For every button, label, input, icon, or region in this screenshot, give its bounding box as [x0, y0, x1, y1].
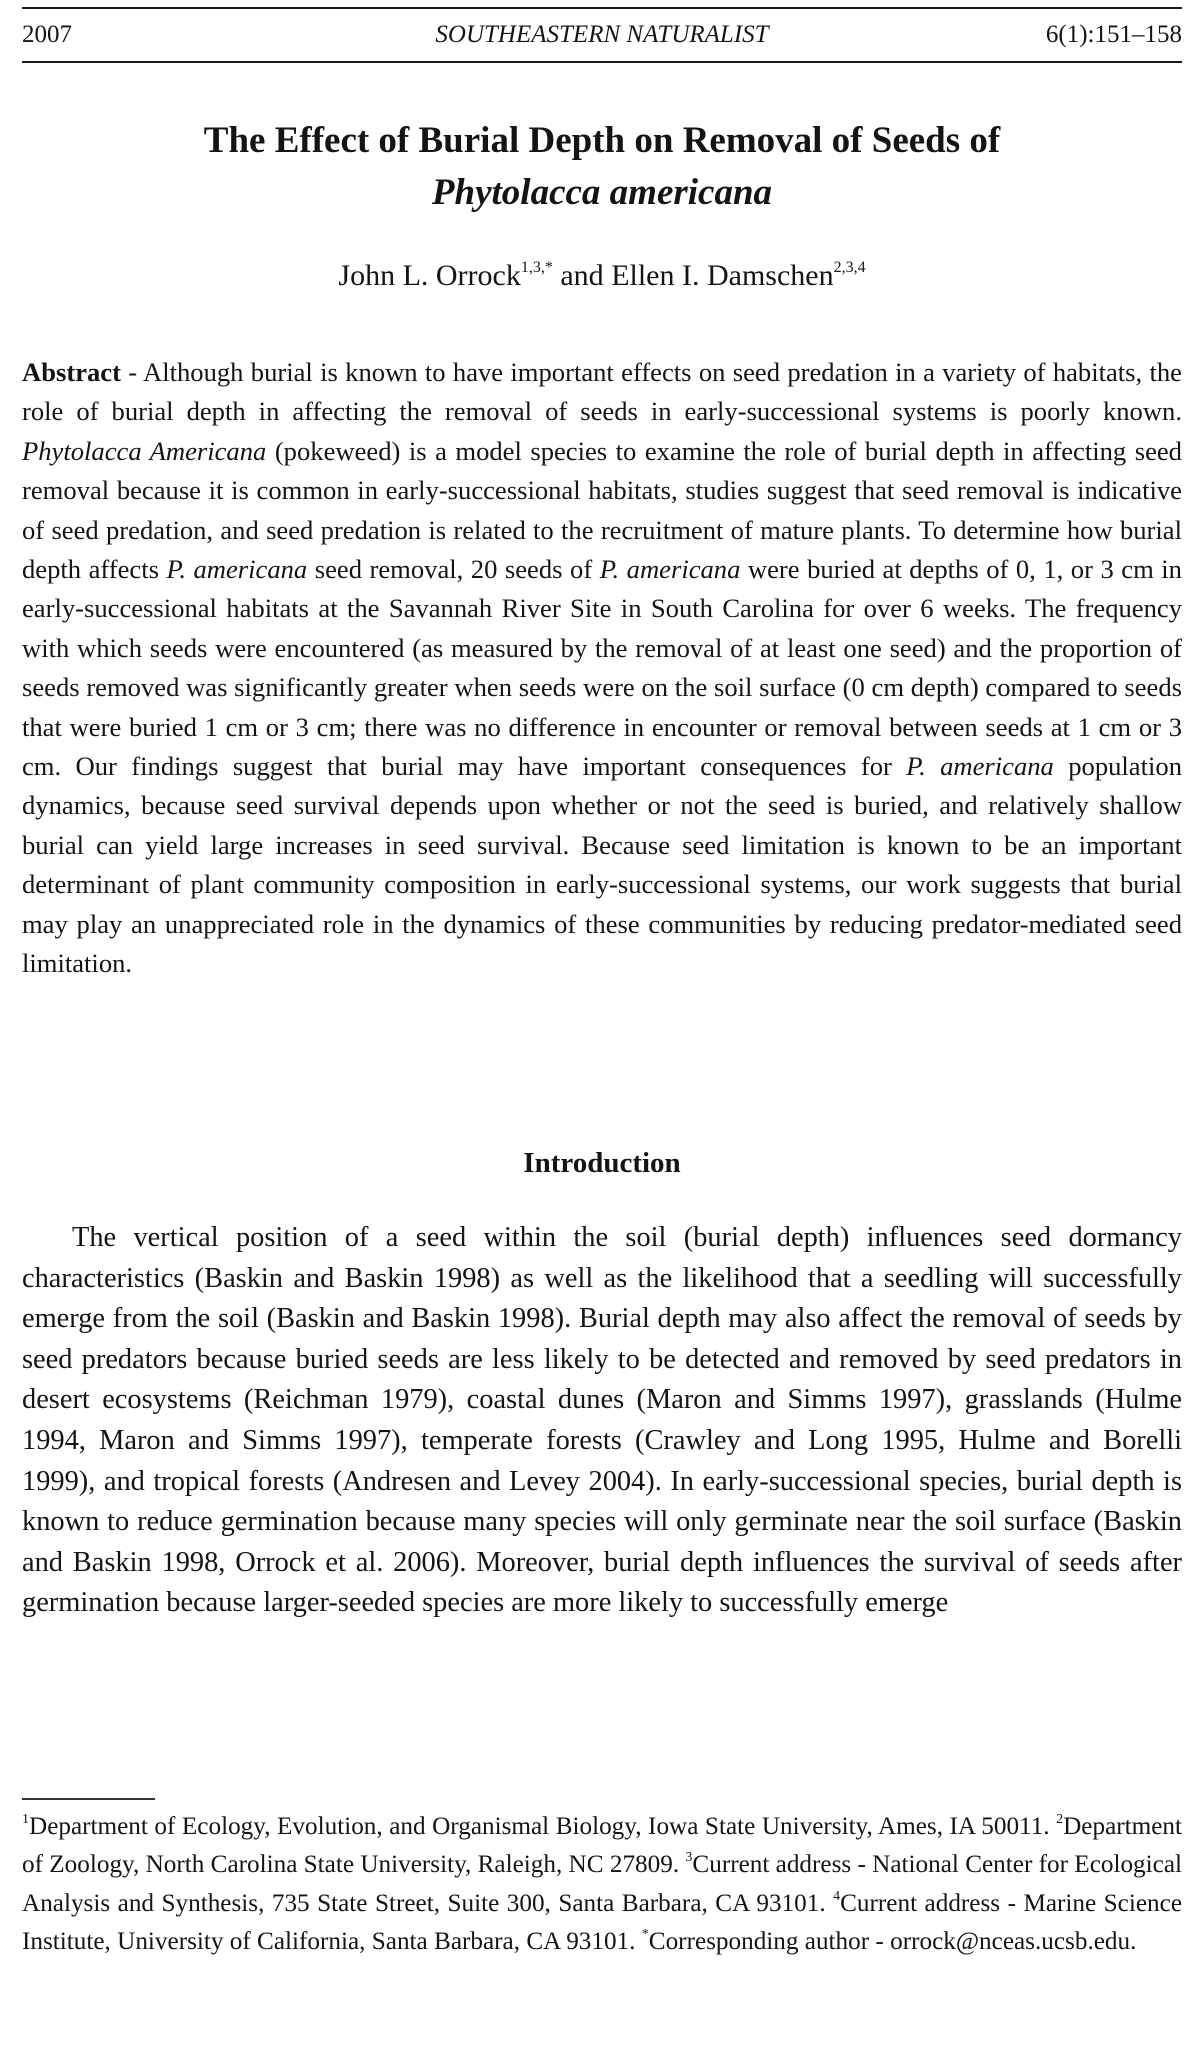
footnote-mark: 4	[833, 1888, 841, 1904]
author-conjunction: and	[552, 259, 612, 292]
footnote-separator	[22, 1798, 155, 1800]
abstract-species-name: P. americana	[599, 554, 741, 585]
footnote-mark: 2	[1056, 1812, 1064, 1827]
footnote-text: Department of Ecology, Evolution, and Organismal Biology, Iowa State University, Ames, IA 50011.	[29, 1813, 1057, 1840]
footnote-text: Department of Zoology, North Carolina State University, Raleigh, NC 27809.	[22, 1813, 1182, 1879]
title-line-2-species: Phytolacca americana	[431, 172, 773, 213]
abstract-species-name: P. americana	[906, 751, 1054, 782]
author-1-affiliation-marks: 1,3,*	[520, 259, 553, 276]
section-heading-introduction: Introduction	[523, 1147, 681, 1179]
volume-pages: 6(1):151–158	[1045, 21, 1182, 48]
running-header	[22, 7, 1182, 63]
footnote-text: Current address - Marine Science Institute, University of California, Santa Barbara, CA 93101.	[22, 1889, 1182, 1956]
footnote-text: Current address - National Center for Ecological Analysis and Synthesis, 735 State Street, Suite 300, Santa Barbara, CA 93101.	[22, 1851, 1183, 1917]
author-2-name: Ellen I. Damschen	[611, 259, 834, 292]
abstract-text: were buried at depths of 0, 1, or 3 cm in early-successional habitats at the Savannah River Site in South Carolina for over 6 weeks. The frequency with which seeds were encountered (as measured by the removal of at least one seed) and the proportion of seeds removed was significantly greater when seeds were on the soil surface (0 cm depth) compared to seeds that were buried 1 cm or 3 cm; there was no difference in encounter or removal between seeds at 1 cm or 3 cm. Our findings suggest that burial may have important consequences for	[22, 554, 1182, 782]
affiliation-footnotes	[22, 1808, 1182, 1962]
footnote-mark: 3	[685, 1850, 693, 1866]
article-title	[22, 115, 1182, 219]
introduction-paragraph: The vertical position of a seed within the soil (burial depth) influences seed dormancy characteristics (Baskin and Baskin 1998) as well as the likelihood that a seedling will successfully emerge from the soil (Baskin and Baskin 1998). Burial depth may also affect the removal of seeds by seed predators because buried seeds are less likely to be detected and removed by seed predators in desert ecosystems (Reichman 1979), coastal dunes (Maron and Simms 1997), grasslands (Hulme 1994, Maron and Simms 1997), temperate forests (Crawley and Long 1995, Hulme and Borelli 1999), and tropical forests (Andresen and Levey 2004). In early-successional species, burial depth is known to reduce germination because many species will only germinate near the soil surface (Baskin and Baskin 1998, Orrock et al. 2006). Moreover, burial depth influences the survival of seeds after germination because larger-seeded species are more likely to successfully emerge	[22, 1222, 1182, 1619]
abstract-text: - Although burial is known to have important effects on seed predation in a variety of habitats, the role of burial depth in affecting the removal of seeds in early-successional systems is poorly known.	[22, 357, 1182, 427]
footnote-mark: 1	[22, 1812, 29, 1827]
author-1-name: John L. Orrock	[338, 259, 521, 292]
abstract-species-name: P. americana	[166, 554, 308, 585]
abstract-label: Abstract	[22, 357, 121, 387]
title-line-1: The Effect of Burial Depth on Removal of Seeds of	[203, 120, 1001, 161]
publication-year: 2007	[22, 21, 72, 48]
abstract-text: population dynamics, because seed survival depends upon whether or not the seed is buried, and relatively shallow burial can yield large increases in seed survival. Because seed limitation is known to be an important determinant of plant community composition in early-successional systems, our work suggests that burial may play an unappreciated role in the dynamics of these communities by reducing predator-mediated seed limitation.	[22, 751, 1182, 979]
abstract	[22, 353, 1182, 984]
abstract-species-name: Phytolacca Americana	[22, 435, 267, 466]
abstract-text: (pokeweed) is a model species to examine the role of burial depth in affecting seed removal because it is common in early-successional habitats, studies suggest that seed removal is indicative of seed predation, and seed predation is related to the recruitment of mature plants. To determine how burial depth affects	[22, 435, 1182, 585]
author-list	[22, 258, 1182, 294]
journal-name: SOUTHEASTERN NATURALIST	[435, 21, 769, 48]
corresponding-author-footnote: Corresponding author - orrock@nceas.ucsb.edu.	[648, 1928, 1137, 1956]
abstract-text: seed removal, 20 seeds of	[307, 554, 600, 585]
footnote-mark: *	[641, 1927, 649, 1943]
author-2-affiliation-marks: 2,3,4	[833, 259, 866, 276]
